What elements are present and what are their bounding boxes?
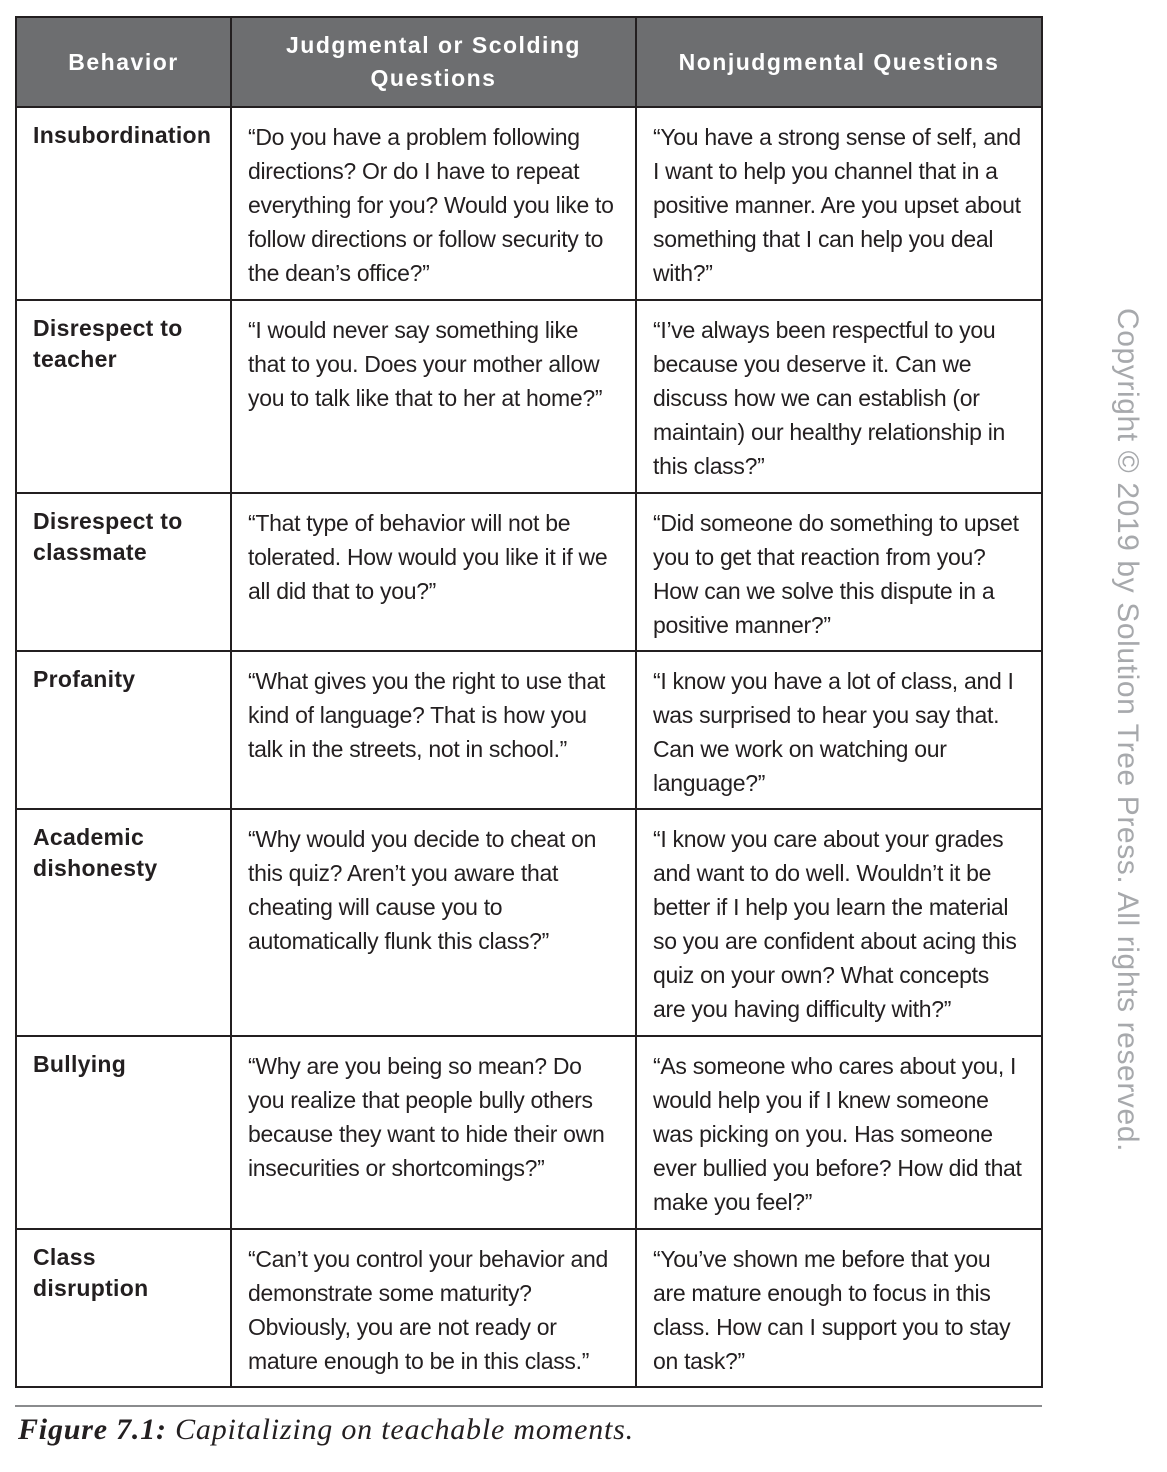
judgmental-question-cell: “That type of behavior will not be tolerated. How would you like it if we all did that to you?”: [231, 493, 636, 651]
table-row: [16, 809, 1042, 1036]
behavior-cell: Insubordination: [16, 107, 231, 300]
table-row: [16, 300, 1042, 493]
nonjudgmental-question-cell: “Did someone do something to upset you to get that reaction from you? How can we solve this dispute in a positive manner?”: [636, 493, 1042, 651]
nonjudgmental-question-cell: “I know you care about your grades and want to do well. Wouldn’t it be better if I help you learn the material so you are confident about acing this quiz on your own? What concepts are you having difficulty with?”: [636, 809, 1042, 1036]
behavior-questions-table-wrapper: [15, 16, 1041, 1388]
figure-caption: [18, 1413, 634, 1447]
header-judgmental-questions: Judgmental or Scolding Questions: [231, 17, 636, 107]
copyright-notice: Copyright © 2019 by Solution Tree Press. All rights reserved.: [1111, 307, 1144, 1153]
table-row: [16, 651, 1042, 809]
nonjudgmental-question-cell: “I’ve always been respectful to you because you deserve it. Can we discuss how we can establish (or maintain) our healthy relationship in this class?”: [636, 300, 1042, 493]
table-row: [16, 107, 1042, 300]
behavior-cell: Disrespect to classmate: [16, 493, 231, 651]
header-nonjudgmental-questions: Nonjudgmental Questions: [636, 17, 1042, 107]
behavior-cell: Academic dishonesty: [16, 809, 231, 1036]
behavior-questions-table: [15, 16, 1043, 1388]
behavior-cell: Bullying: [16, 1036, 231, 1229]
behavior-cell: Profanity: [16, 651, 231, 809]
figure-caption-text: Capitalizing on teachable moments.: [175, 1413, 634, 1446]
figure-label: Figure 7.1:: [18, 1413, 167, 1446]
nonjudgmental-question-cell: “As someone who cares about you, I would help you if I knew someone was picking on you. Has someone ever bullied you before? How did that make you feel?”: [636, 1036, 1042, 1229]
judgmental-question-cell: “Do you have a problem following directions? Or do I have to repeat everything for you? Would you like to follow directions or follow security to the dean’s office?”: [231, 107, 636, 300]
table-row: [16, 1036, 1042, 1229]
behavior-cell: Class disruption: [16, 1229, 231, 1387]
table-row: [16, 1229, 1042, 1387]
judgmental-question-cell: “What gives you the right to use that kind of language? That is how you talk in the streets, not in school.”: [231, 651, 636, 809]
judgmental-question-cell: “Can’t you control your behavior and demonstrate some maturity? Obviously, you are not ready or mature enough to be in this class.”: [231, 1229, 636, 1387]
judgmental-question-cell: “Why are you being so mean? Do you realize that people bully others because they want to hide their own insecurities or shortcomings?”: [231, 1036, 636, 1229]
nonjudgmental-question-cell: “You’ve shown me before that you are mature enough to focus in this class. How can I support you to stay on task?”: [636, 1229, 1042, 1387]
header-behavior: Behavior: [16, 17, 231, 107]
table-header-row: [16, 17, 1042, 107]
judgmental-question-cell: “I would never say something like that to you. Does your mother allow you to talk like that to her at home?”: [231, 300, 636, 493]
caption-divider: [15, 1405, 1042, 1407]
judgmental-question-cell: “Why would you decide to cheat on this quiz? Aren’t you aware that cheating will cause you to automatically flunk this class?”: [231, 809, 636, 1036]
table-row: [16, 493, 1042, 651]
nonjudgmental-question-cell: “I know you have a lot of class, and I was surprised to hear you say that. Can we work on watching our language?”: [636, 651, 1042, 809]
nonjudgmental-question-cell: “You have a strong sense of self, and I want to help you channel that in a positive manner. Are you upset about something that I can help you deal with?”: [636, 107, 1042, 300]
behavior-cell: Disrespect to teacher: [16, 300, 231, 493]
